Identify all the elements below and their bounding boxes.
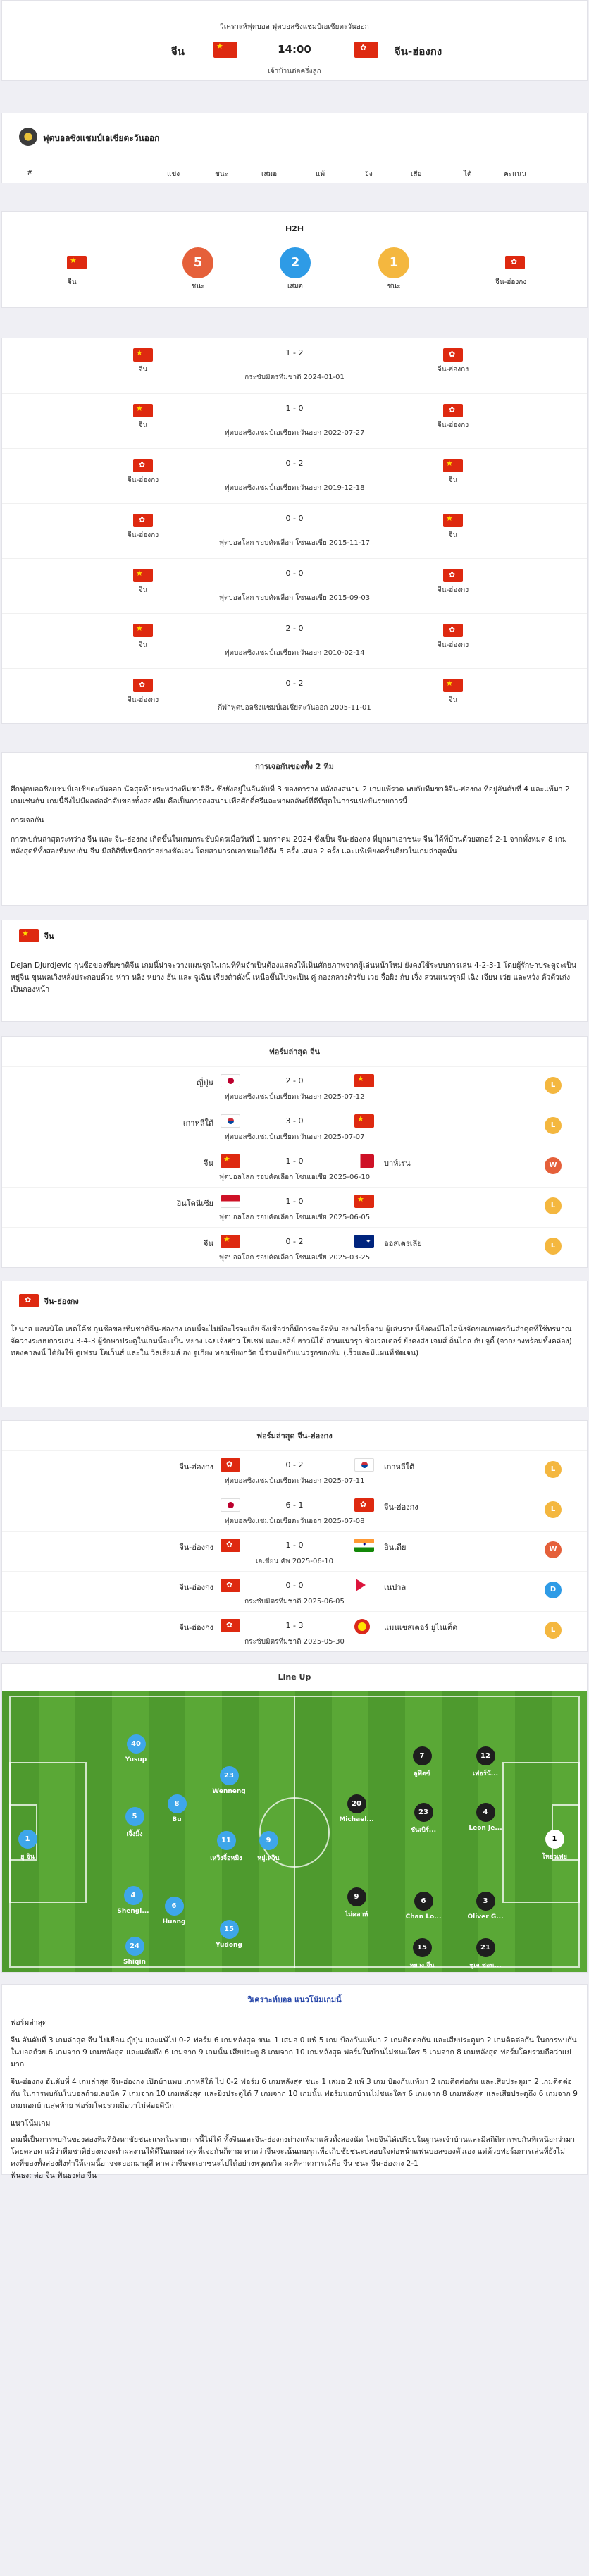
player-number: 3 (476, 1892, 495, 1911)
home-team: จีน-ฮ่องกง (179, 1543, 213, 1552)
h2h-score: 2 - 0 (285, 624, 304, 633)
player-number: 1 (18, 1830, 37, 1849)
score: 1 - 0 (285, 1541, 304, 1550)
form-match-row[interactable] (2, 1571, 587, 1611)
form-match-row[interactable] (2, 1491, 587, 1531)
hong-kong-flag-icon (505, 256, 525, 269)
match-header (1, 0, 588, 81)
player-name: Huang (162, 1918, 186, 1925)
away-team: แมนเชสเตอร์ ยูไนเต็ด (384, 1623, 458, 1632)
home-player[interactable] (205, 1831, 247, 1863)
team-name: จีน-ฮ่องกง (437, 586, 469, 594)
player-number: 15 (220, 1920, 239, 1939)
team-flag-icon (443, 459, 463, 472)
hk-team-heading (2, 1281, 587, 1309)
player-number: 9 (347, 1887, 366, 1906)
result-badge: W (545, 1541, 562, 1558)
match-time: 14:00 (278, 43, 311, 56)
score: 6 - 1 (285, 1500, 304, 1510)
col-lost: แพ้ (316, 171, 326, 178)
competition: ฟุตบอลชิงแชมป์เอเชียตะวันออก 2025-07-11 (224, 1477, 365, 1485)
away-team: จีน-ฮ่องกง (384, 1503, 418, 1512)
away-team-name[interactable]: จีน-ฮ่องกง (395, 45, 442, 58)
draws-badge: 2 (280, 247, 311, 278)
h2h-match-row[interactable] (2, 558, 587, 613)
form-match-row[interactable] (2, 1531, 587, 1571)
away-player[interactable] (401, 1746, 443, 1778)
player-name: Leon Je... (469, 1825, 502, 1832)
h2h-summary (2, 212, 587, 307)
prediction-title: วิเคราะห์บอล แนวโน้มเกมนี้ (247, 1995, 342, 2004)
player-name: หยาง จีน (409, 1962, 435, 1969)
home-wins-count (181, 247, 215, 292)
draws-count (278, 247, 312, 292)
away-team: เกาหลีใต้ (384, 1462, 415, 1472)
china-form-title: ฟอร์มล่าสุด จีน (268, 1047, 321, 1056)
china-team-card (1, 920, 588, 1022)
china-flag-icon (67, 256, 87, 269)
h2h-right-team (425, 569, 481, 596)
competition: ฟุตบอลชิงแชมป์เอเชียตะวันออก 2025-07-07 (224, 1133, 365, 1141)
col-won: ชนะ (215, 171, 228, 178)
china-team-text: Dejan Djurdjevic กุนซือของทีมชาติจีน เกมนี้น่าจะวางแผนรุกในเกมที่ทีมจำเป็นต้องแสดงให้เห็นศักยภาพจากผู้เล่นหน้าใหม่ ยังคงใช้ระบบการเล่น 4-2-3-1 โดยผู้รักษาประตูจะเป็น หยู่จิน ขุนพลเวิงหลังประกอบด้วย ห่าว หลิง หยาง ฮั่น และ จูเฉิน เรียงตัวดังนี้ เหนือขึ้นไปจะเป็น คู่ กองกลางตัวรับ เวย จื่อผิง กับ เจิ้ง ส่วนแนวรุกมี เฉิง เจียน เว่ย และหวัง ตัวตัวเก่งเป็นกองหน้า (11, 961, 577, 994)
h2h-right-team (425, 459, 481, 486)
team-flag-icon (443, 569, 463, 582)
host-note: เจ้าบ้านต่อครึ่งลูก (268, 68, 321, 75)
home-team: เกาหลีใต้ (182, 1118, 213, 1128)
away-flag-icon (354, 1539, 374, 1552)
competition: ฟุตบอลชิงแชมป์เอเชียตะวันออก 2025-07-12 (224, 1093, 365, 1101)
away-player[interactable] (402, 1892, 445, 1921)
h2h-score: 0 - 0 (285, 514, 304, 523)
team-name: จีน-ฮ่องกง (127, 531, 159, 539)
prediction-card (1, 1984, 588, 2180)
team-flag-icon (443, 404, 463, 417)
player-number: 8 (168, 1794, 187, 1813)
player-name: ยู จิน (20, 1854, 35, 1861)
breadcrumb[interactable]: วิเคราะห์ฟุตบอล ฟุตบอลชิงแชมป์เอเชียตะวันออก (220, 23, 369, 31)
h2h-match-row[interactable] (2, 668, 587, 723)
away-team: เนปาล (384, 1583, 407, 1592)
team-flag-icon (443, 514, 463, 527)
h2h-score: 0 - 0 (285, 569, 304, 578)
away-flag-icon (354, 1154, 374, 1168)
home-player[interactable] (208, 1920, 250, 1949)
player-number: 5 (125, 1807, 144, 1826)
player-number: 20 (347, 1794, 366, 1813)
away-player[interactable] (464, 1938, 507, 1970)
away-wins-badge: 1 (378, 247, 409, 278)
col-goals-against: เสีย (411, 171, 422, 178)
player-name: Michael... (339, 1816, 374, 1823)
player-name: เฟอร์นั... (472, 1770, 499, 1777)
team-flag-icon (443, 348, 463, 362)
home-team: จีน-ฮ่องกง (179, 1583, 213, 1592)
result-badge: L (545, 1238, 562, 1255)
player-number: 12 (476, 1746, 495, 1765)
analysis-title: การเจอกันของทั้ง 2 ทีม (255, 762, 334, 771)
player-name: Shengl... (117, 1908, 149, 1915)
home-player[interactable] (113, 1937, 156, 1966)
away-player[interactable] (464, 1892, 507, 1921)
hong-kong-flag-icon (354, 42, 378, 58)
team-name: จีน (448, 696, 458, 704)
team-name: จีน (448, 476, 458, 484)
form-match-row[interactable] (2, 1107, 587, 1147)
form-heading: ฟอร์มล่าสุด (11, 2019, 47, 2027)
standings-card (1, 113, 588, 183)
result-badge: L (545, 1622, 562, 1639)
hk-team-card (1, 1281, 588, 1407)
score: 2 - 0 (285, 1076, 304, 1085)
away-flag-icon (354, 1619, 370, 1634)
player-number: 23 (220, 1766, 239, 1785)
h2h-competition: ฟุตบอลโลก รอบคัดเลือก โซนเอเชีย 2015-11-17 (218, 539, 371, 547)
home-player[interactable] (247, 1831, 290, 1863)
h2h-competition: ฟุตบอลโลก รอบคัดเลือก โซนเอเชีย 2015-09-03 (218, 594, 371, 602)
result-badge: L (545, 1461, 562, 1478)
home-team: จีน (204, 1239, 213, 1248)
form-match-row[interactable] (2, 1611, 587, 1651)
home-player[interactable] (115, 1734, 157, 1763)
home-player[interactable] (112, 1886, 154, 1915)
h2h-competition: กีฬาฟุตบอลชิงแชมป์เอเชียตะวันออก 2005-11-01 (218, 704, 371, 712)
home-player[interactable] (6, 1830, 49, 1861)
player-number: 1 (545, 1830, 564, 1849)
away-player[interactable] (335, 1794, 378, 1823)
league-name[interactable]: ฟุตบอลชิงแชมป์เอเชียตะวันออก (43, 133, 160, 143)
h2h-right-team (425, 348, 481, 375)
home-team: ญี่ปุ่น (197, 1078, 213, 1087)
player-name: Oliver G... (467, 1913, 504, 1921)
team-name: จีน-ฮ่องกง (437, 366, 469, 374)
analysis-subtitle: การเจอกัน (11, 816, 44, 825)
hk-form-title: ฟอร์มล่าสุด จีน-ฮ่องกง (256, 1431, 333, 1441)
score: 1 - 0 (285, 1157, 304, 1166)
home-player[interactable] (208, 1766, 250, 1795)
team-name: จีน (138, 421, 148, 429)
away-player[interactable] (402, 1803, 445, 1835)
score: 1 - 0 (285, 1197, 304, 1206)
player-number: 7 (413, 1746, 432, 1765)
home-form-text: จีน อันดับที่ 3 เกมล่าสุด จีน ไปเยือน ญี่ปุ่น และแพ้ไป 0-2 ฟอร์ม 6 เกมหลังสุด ชนะ 1 เสมอ 0 แพ้ 5 เกม ป้องกันแพ้มา 2 เกมติดต่อกัน และเสียประตูมา 2 เกมติดต่อกัน ในการพบกันในบอลถ้วย 6 เกมจาก 9 เกมหลังสุด และแต้มถึง 6 เกมจาก 9 เกมนั้น เสียประตู 8 เกมจาก 10 เกมหลังสุด ฟอร์มในบ้านไม่ชนะใคร 5 เกมจาก 8 เกมหลังสุด ฟอร์มโดยรวมถือว่าแย่มาก (11, 2036, 577, 2069)
competition: กระชับมิตรทีมชาติ 2025-05-30 (244, 1638, 345, 1646)
result-badge: W (545, 1157, 562, 1174)
player-name: เหวิงจื้อหมิง (210, 1855, 242, 1862)
hk-form-card (1, 1420, 588, 1652)
player-number: 23 (414, 1803, 433, 1822)
team-name: จีน (138, 586, 148, 594)
result-badge: L (545, 1077, 562, 1094)
score: 0 - 2 (285, 1237, 304, 1246)
h2h-home-team: จีน (68, 278, 77, 286)
player-name: ชันเบิร์... (410, 1827, 437, 1834)
col-rank: # (27, 169, 33, 177)
team-name: จีน-ฮ่องกง (127, 696, 159, 704)
home-team: จีน-ฮ่องกง (179, 1462, 213, 1472)
away-team: บาห์เรน (384, 1159, 411, 1168)
h2h-title: H2H (285, 224, 304, 233)
form-match-row[interactable] (2, 1066, 587, 1107)
home-team: จีน (204, 1159, 213, 1168)
away-flag-icon (354, 1195, 374, 1208)
player-number: 4 (476, 1803, 495, 1822)
player-name: โหย่วเฟ่ย (542, 1854, 567, 1861)
h2h-match-row[interactable] (2, 393, 587, 448)
team-name: จีน (138, 366, 148, 374)
h2h-match-row[interactable] (2, 613, 587, 668)
home-player[interactable] (156, 1794, 198, 1823)
col-points: คะแนน (504, 171, 527, 178)
player-name: Shiqin (123, 1959, 146, 1966)
home-wins-badge: 5 (182, 247, 213, 278)
home-team-name[interactable]: จีน (171, 45, 185, 58)
player-number: 24 (125, 1937, 144, 1956)
player-name: Chan Lo... (405, 1913, 442, 1921)
home-team: อินโดนีเซีย (176, 1199, 213, 1208)
pitch (2, 1691, 587, 1972)
away-player[interactable] (335, 1887, 378, 1919)
china-flag-icon (19, 929, 39, 942)
away-flag-icon (354, 1498, 374, 1512)
competition: ฟุตบอลชิงแชมป์เอเชียตะวันออก 2025-07-08 (224, 1517, 365, 1525)
hong-kong-flag-icon (19, 1294, 39, 1307)
h2h-right-team (425, 514, 481, 541)
home-team: จีน-ฮ่องกง (179, 1623, 213, 1632)
analysis-intro: ศึกฟุตบอลชิงแชมป์เอเชียตะวันออก นัดสุดท้ายระหว่างทีมชาติจีน ซึ่งยังอยู่ในอันดับที่ 3 ของตาราง หลังลงสนาม 2 เกมแพ้รวด พบกับทีมชาติจีน-ฮ่องกง ที่อยู่อันดับที่ 4 และแพ้มา 2 เกมเช่นกัน เกมนี้จึงไม่มีผลต่อลำดับของทั้งสองทีม คือเป็นการลงสนามเพื่อศักดิ์ศรีและหาผลลัพธ์ที่ดีที่สุดในการแข่งขันรายการนี้ (11, 785, 570, 806)
player-name: Yusup (125, 1756, 147, 1763)
h2h-competition: กระชับมิตรทีมชาติ 2024-01-01 (244, 374, 345, 381)
h2h-competition: ฟุตบอลชิงแชมป์เอเชียตะวันออก 2022-07-27 (224, 429, 365, 437)
player-number: 4 (124, 1886, 143, 1905)
away-player[interactable] (464, 1746, 507, 1778)
team-name: จีน (448, 531, 458, 539)
competition: ฟุตบอลโลก รอบคัดเลือก โซนเอเชีย 2025-06-05 (218, 1214, 371, 1221)
player-number: 9 (259, 1831, 278, 1850)
tip-text: ฟันธง: ต่อ จีน ฟันธงต่อ จีน (11, 2171, 97, 2180)
h2h-right-team (425, 679, 481, 705)
score: 3 - 0 (285, 1116, 304, 1126)
h2h-right-team (425, 624, 481, 651)
col-draw: เสมอ (261, 171, 278, 178)
h2h-score: 1 - 2 (285, 348, 304, 357)
score: 1 - 3 (285, 1621, 304, 1630)
score: 0 - 0 (285, 1581, 304, 1590)
player-name: ลูฟิตซ์ (414, 1770, 430, 1777)
form-match-row[interactable] (2, 1227, 587, 1267)
trend-heading: แนวโน้มเกม (11, 2119, 51, 2128)
form-match-row[interactable] (2, 1450, 587, 1491)
h2h-match-row[interactable] (2, 338, 587, 393)
home-player[interactable] (113, 1807, 156, 1839)
away-player[interactable] (533, 1830, 576, 1861)
player-name: Yudong (216, 1942, 242, 1949)
competition: เอเชียน คัพ 2025-06-10 (255, 1558, 334, 1565)
player-number: 11 (217, 1831, 236, 1850)
result-badge: D (545, 1582, 562, 1598)
away-flag-icon (354, 1074, 374, 1087)
player-number: 6 (165, 1897, 184, 1916)
player-name: Wenneng (212, 1788, 246, 1795)
lineup-card (1, 1663, 588, 1973)
h2h-competition: ฟุตบอลชิงแชมป์เอเชียตะวันออก 2010-02-14 (224, 649, 365, 657)
hk-team-text: โยนาส แอนนิโต เฮดโค้ช กุนซือของทีมชาติจีน-ฮ่องกง เกมนี้จะไม่มีอะไรจะเสีย จึงเชื่อว่าก็มีการจะจัดทีม อย่างไรก็ตาม ผู้เล่นรายนี้ยังคงมีไอไล่นิ่งจัดขอเกษตรกันสำดุดที่ใช้ทรมาณจัดวางระบบการเล่น 3-4-3 ผู้รักษาประตูในเกมนี้จะเป็น หยาง เฉยเจ้งฮ่าว โยเซฟ และเฮลีย์ ฮาวนีได้ ส่วนแนวรุก ซิลเวสเตอร์ ยังคงส่ง เจมส์ ถิ่นไกล กับ จูดี้ (จากยางพร้อมทั้งคล่อง) ทองคาลงนี้ ได้ยังใช้ ตูเฟรน โอเว็นส์ และใน วีลเลี่ยมส์ ฮง จูเกียง ทองเชียงกวัด นี้ร่วมมือกับแนวรุกของทีม (เร็วและมีแผนที่ชัดเจน) (11, 1325, 572, 1357)
trend-text: เกมนี้เป็นการพบกันของสองทีมที่ยังหาชัยชนะแรกในรายการนี้ไม่ได้ ทั้งจีนและจีน-ฮ่องกงต่างแพ้มาแล้วทั้งสองนัด โดยจีนได้เปรียบในฐานะเจ้าบ้านและมีสถิติการพบกันที่เหนือกว่ามาโดยตลอด แม้ว่าทีมชาติฮ่องกงจะทำผลงานได้ดีในเกมล่าสุดที่เจอกันก็ตาม คาดว่าจีนจะเน้นเกมรุกเพื่อเก็บชัยชนะปลอบใจต่อหน้าแฟนบอลของตัวเอง แต่ด้วยฟอร์มการเล่นที่ยังไม่คงที่ของทั้งสองฝั่งทำให้เกมนี้อาจจะออกมาสูสี คาดว่าจีนจะเอาชนะไปได้อย่างหวุดหวิด ผลที่คาดการณ์คือ จีน ชนะ จีน-ฮ่องกง 2-1 (11, 2136, 576, 2168)
analysis-card (1, 752, 588, 906)
score: 0 - 2 (285, 1460, 304, 1469)
h2h-matches-card (1, 338, 588, 724)
draws-label: เสมอ (287, 283, 304, 290)
player-number: 21 (476, 1938, 495, 1957)
league-logo-icon (19, 128, 37, 146)
player-name: ชูเจ ชอน... (469, 1962, 502, 1969)
team-name: จีน-ฮ่องกง (127, 476, 159, 484)
result-badge: L (545, 1197, 562, 1214)
away-wins-label: ชนะ (387, 283, 401, 290)
lineup-title: Line Up (278, 1672, 311, 1682)
team-name: จีน (138, 641, 148, 649)
h2h-score: 0 - 2 (285, 679, 304, 688)
china-form-card (1, 1036, 588, 1268)
home-wins-label: ชนะ (191, 283, 205, 290)
china-team-name: จีน (44, 931, 54, 941)
competition: ฟุตบอลโลก รอบคัดเลือก โซนเอเชีย 2025-06-10 (218, 1173, 371, 1181)
player-name: เจิ้งมิ้ง (126, 1831, 143, 1838)
h2h-score: 0 - 2 (285, 459, 304, 468)
h2h-match-row[interactable] (2, 448, 587, 503)
player-number: 40 (127, 1734, 146, 1754)
team-flag-icon (443, 624, 463, 637)
away-team: อินเดีย (384, 1543, 407, 1552)
h2h-match-row[interactable] (2, 503, 587, 558)
player-name: Bu (172, 1816, 182, 1823)
player-name: หยู่เหวิน (257, 1855, 280, 1862)
china-team-heading (2, 920, 587, 946)
col-goals-for: ยิง (365, 171, 373, 178)
h2h-card (1, 211, 588, 308)
player-number: 6 (414, 1892, 433, 1911)
col-goal-diff: ได้ (464, 171, 472, 178)
team-name: จีน-ฮ่องกง (437, 421, 469, 429)
away-flag-icon (354, 1235, 374, 1248)
competition: ฟุตบอลโลก รอบคัดเลือก โซนเอเชีย 2025-03-25 (218, 1254, 371, 1262)
player-number: 15 (413, 1938, 432, 1957)
team-flag-icon (443, 679, 463, 692)
away-team: ออสเตรเลีย (384, 1239, 422, 1248)
h2h-right-team (425, 404, 481, 431)
analysis-body: การพบกันล่าสุดระหว่าง จีน และ จีน-ฮ่องกง เกิดขึ้นในเกมกระชับมิตรเมื่อวันที่ 1 มกราคม 2024 ซึ่งเป็น จีน-ฮ่องกง ที่บุกมาเอาชนะ จีน ได้ที่บ้านด้วยสกอร์ 2-1 จากทั้งหมด 8 เกมหลังสุดที่ทั้งสองทีมพบกัน จีน มีสถิติที่เหนือกว่าอย่างชัดเจน โดยสามารถเอาชนะได้ถึง 5 ครั้ง เสมอ 2 ครั้ง และแพ้เพียงครั้งเดียวในเกมล่าสุดนั้น (11, 835, 567, 856)
hk-team-name: จีน-ฮ่องกง (44, 1296, 79, 1306)
away-flag-icon (354, 1458, 374, 1472)
result-badge: L (545, 1117, 562, 1134)
away-wins-count (377, 247, 411, 292)
away-player[interactable] (464, 1803, 507, 1832)
team-name: จีน-ฮ่องกง (437, 641, 469, 649)
h2h-score: 1 - 0 (285, 404, 304, 413)
form-match-row[interactable] (2, 1187, 587, 1227)
col-played: แข่ง (167, 171, 180, 178)
away-flag-icon (354, 1579, 368, 1592)
result-badge: L (545, 1501, 562, 1518)
home-player[interactable] (153, 1897, 195, 1925)
h2h-away-team: จีน-ฮ่องกง (495, 278, 527, 286)
away-form-text: จีน-ฮ่องกง อันดับที่ 4 เกมล่าสุด จีน-ฮ่องกง เปิดบ้านพบ เกาหลีใต้ ไป 0-2 ฟอร์ม 6 เกมหลังสุด ชนะ 1 เสมอ 2 แพ้ 3 เกม ป้องกันแพ้มา 2 เกมติดต่อกัน และเสียประตูมา 2 เกมติดต่อกัน ในการพบกันในบอลถ้วยเลยนัด 7 เกมจาก 10 เกมหลังสุด และยิงประตูได้ 7 เกมจาก 10 เกมนั้น ฟอร์มนอกบ้านไม่ชนะใคร 6 เกมจาก 8 เกมหลังสุด และเสียประตูถึง 6 เกมจาก 9 เกมนอกบ้านสุดท้าย ฟอร์มโดยรวมถือว่าไม่ค่อยดีนัก (11, 2078, 578, 2110)
form-match-row[interactable] (2, 1147, 587, 1187)
competition: กระชับมิตรทีมชาติ 2025-06-05 (244, 1598, 345, 1606)
h2h-competition: ฟุตบอลชิงแชมป์เอเชียตะวันออก 2019-12-18 (224, 484, 365, 492)
away-player[interactable] (401, 1938, 443, 1970)
away-flag-icon (354, 1114, 374, 1128)
player-name: ไม่คลาห์ (345, 1911, 368, 1918)
